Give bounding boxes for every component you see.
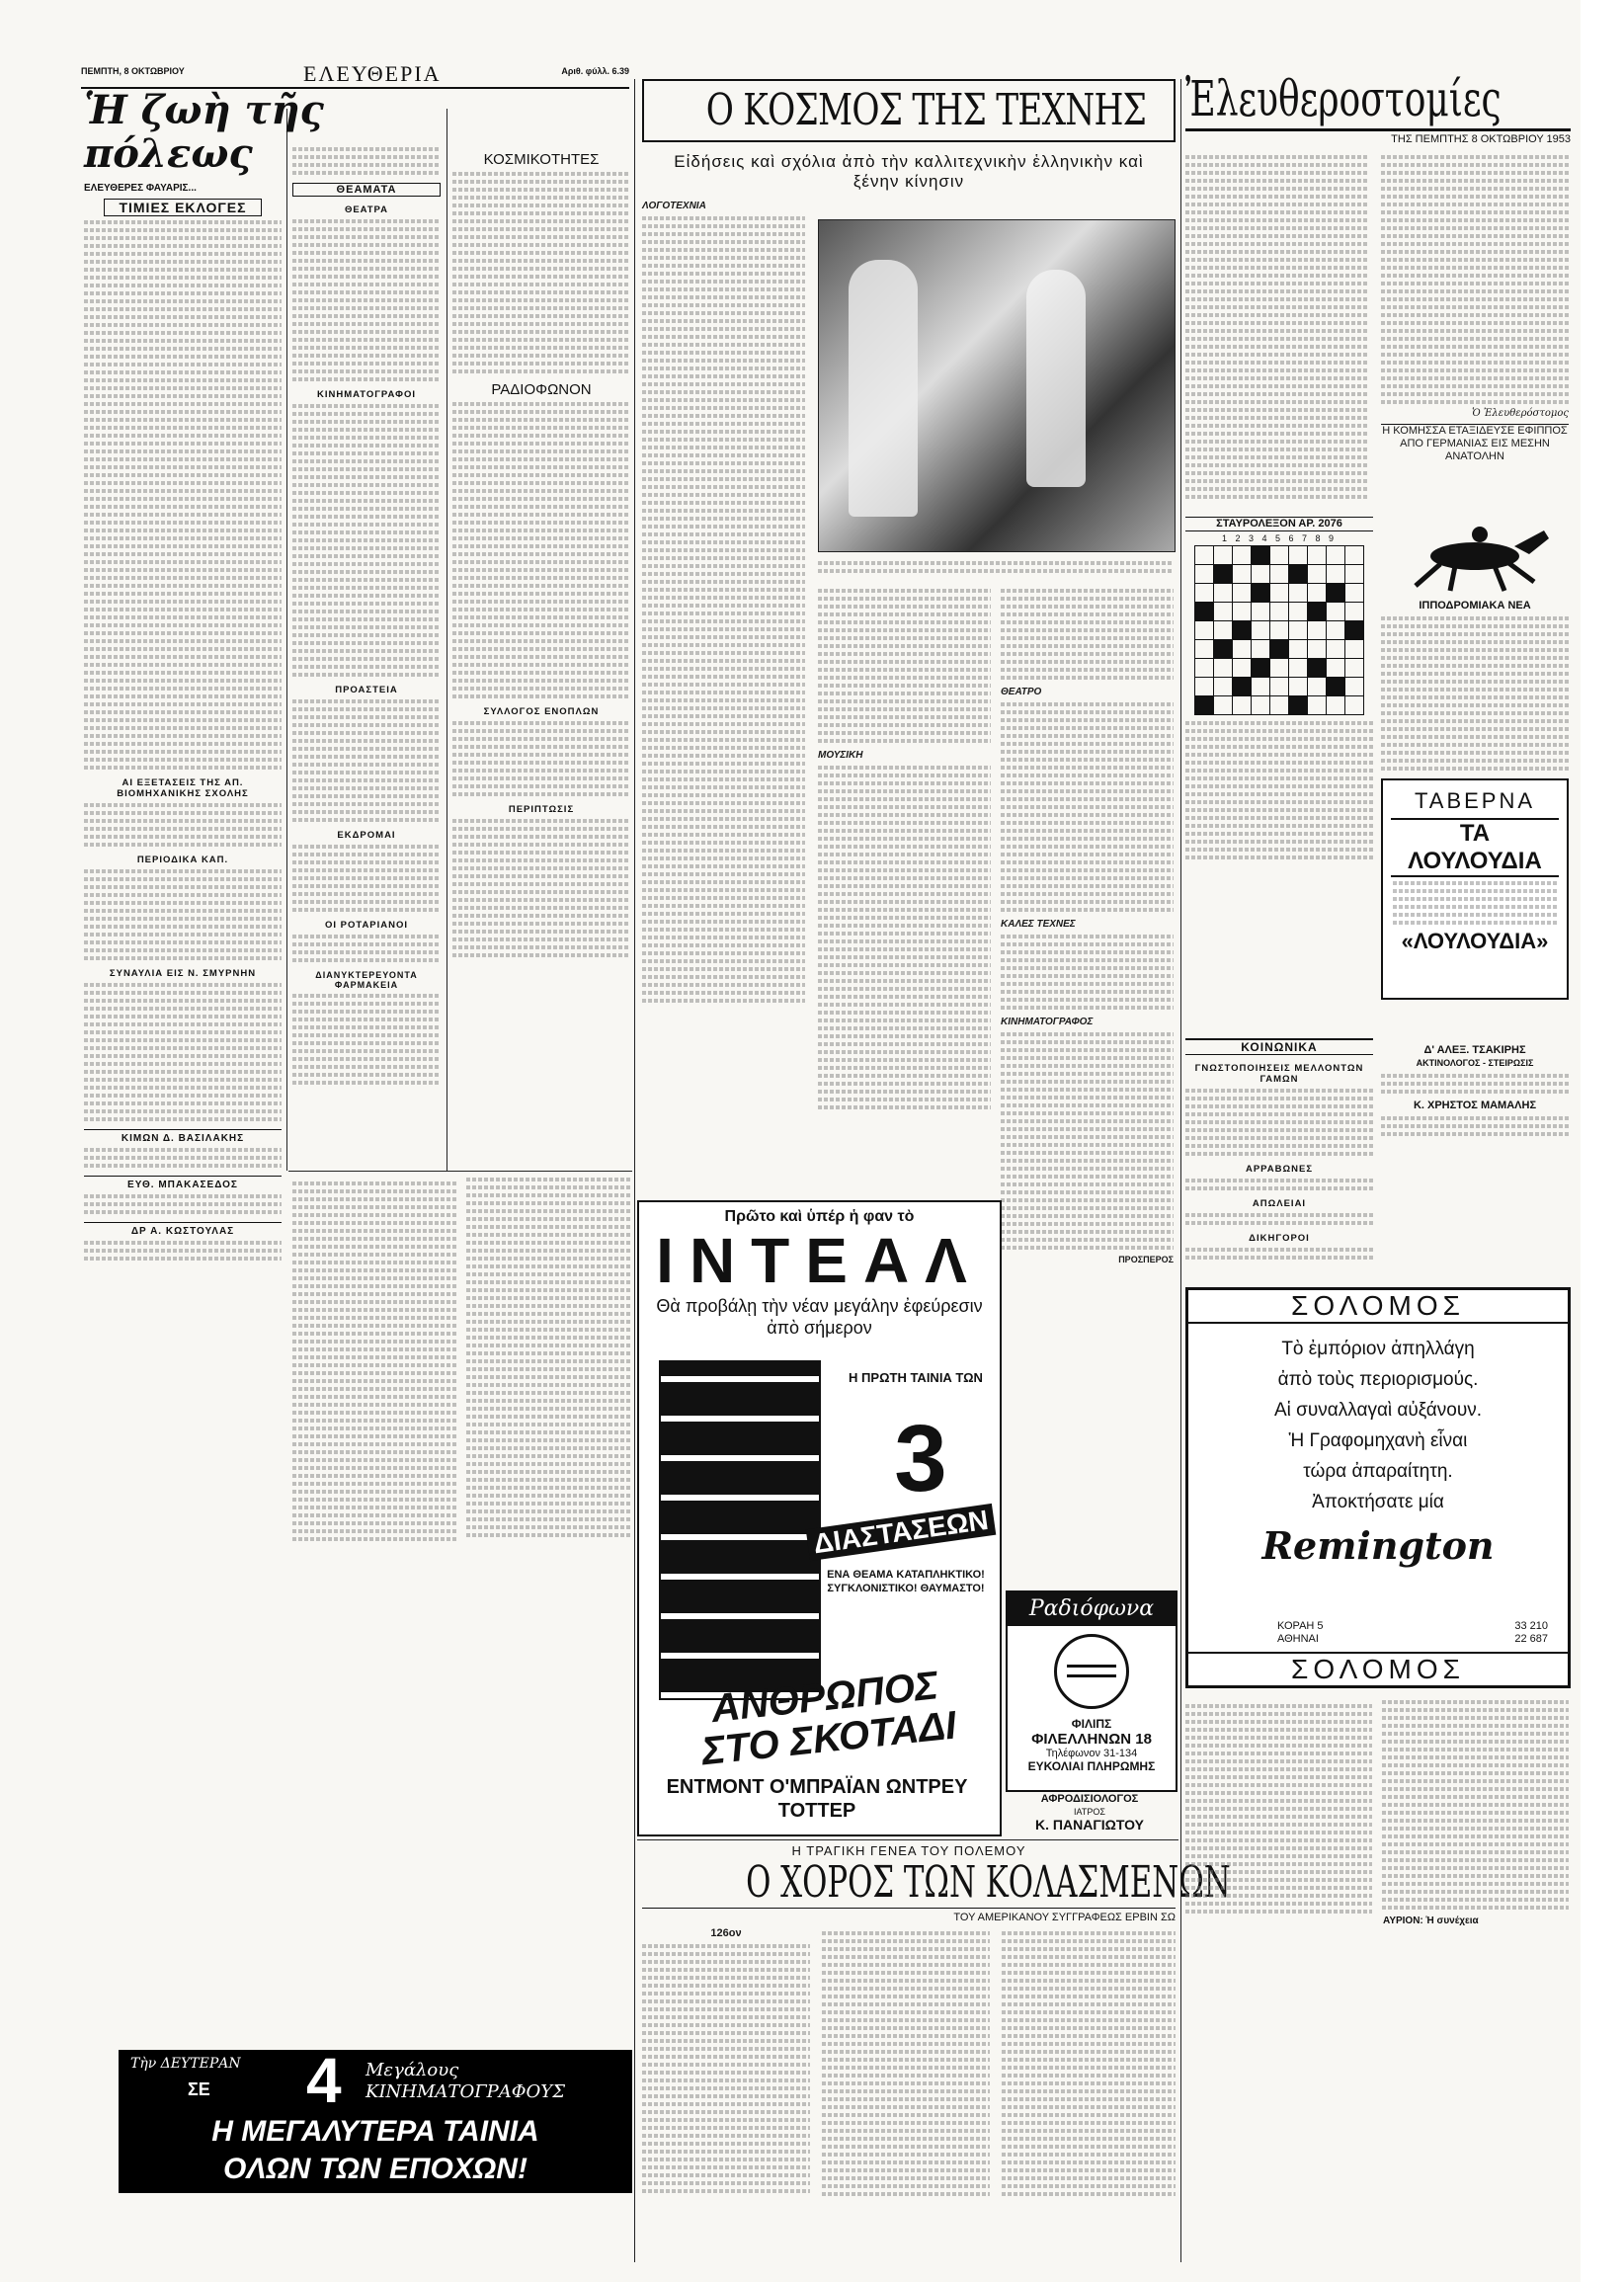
section-music: ΜΟΥΣΙΚΗ bbox=[818, 750, 863, 761]
section-armed: ΣΥΛΛΟΓΟΣ ΕΝΟΠΛΩΝ bbox=[483, 706, 600, 717]
remington-l4: Ἡ Γραφομηχανὴ εἶναι bbox=[1288, 1430, 1468, 1451]
lower-mid-text bbox=[292, 1178, 630, 1770]
ideal-blurb: ΕΝΑ ΘΕΑΜΑ ΚΑΤΑΠΛΗΚΤΙΚΟ! ΣΥΓΚΛΟΝΙΣΤΙΚΟ! ΘΑΥΜΑΣΤΟ! bbox=[827, 1569, 985, 1594]
city-sub2: ΤΙΜΙΕΣ ΕΚΛΟΓΕΣ bbox=[104, 199, 262, 216]
right-column bbox=[1185, 69, 1571, 2272]
section-literature: ΛΟΓΟΤΕΧΝΙΑ bbox=[642, 201, 706, 211]
ad-number: 4 bbox=[306, 2045, 342, 2116]
art-signature: ΠΡΟΣΠΕΡΟΣ bbox=[1118, 1255, 1174, 1264]
bottom-cinema-ad bbox=[119, 2045, 632, 2193]
section-suburbs: ΠΡΟΑΣΤΕΙΑ bbox=[335, 685, 398, 695]
serial-continued: ΑΥΡΙΟΝ: Ἡ συνέχεια bbox=[1383, 1915, 1479, 1926]
section-periodika: ΠΕΡΙΟΔΙΚΑ ΚΑΠ. bbox=[136, 855, 229, 865]
ideal-cinema-ad bbox=[637, 1200, 1002, 1836]
right-sign: Ὁ Ἐλευθερόστομος bbox=[1472, 408, 1569, 419]
ad-makedos: ΕΥΘ. ΜΠΑΚΑΣΕΔΟΣ bbox=[84, 1176, 282, 1190]
section-theamata: ΘΕΑΜΑΤΑ bbox=[292, 183, 441, 197]
remington-l1: Τὸ ἐμπόριον ἀπηλλάγη bbox=[1281, 1339, 1475, 1359]
art-title-box bbox=[642, 79, 1176, 142]
masthead bbox=[81, 61, 629, 89]
section-theatra: ΘΕΑΤΡΑ bbox=[344, 204, 389, 215]
section-excursions: ΕΚΔΡΟΜΑΙ bbox=[337, 830, 396, 841]
taverna-foot: «ΛΟΥΛΟΥΔΙΑ» bbox=[1401, 929, 1549, 953]
section-cinemas: ΚΙΝΗΜΑΤΟΓΡΑΦΟΙ bbox=[316, 389, 416, 400]
ad-line3: Μεγάλους ΚΙΝΗΜΑΤΟΓΡΑΦΟΥΣ bbox=[365, 2060, 565, 2102]
ideal-brand: ΙΝΤΕΑΛ bbox=[656, 1225, 983, 1296]
section-theatre: ΘΕΑΤΡΟ bbox=[1001, 687, 1042, 697]
remington-l6: Ἀποκτήσατε μία bbox=[1312, 1492, 1444, 1512]
section-exams: ΑΙ ΕΞΕΤΑΣΕΙΣ ΤΗΣ ΑΠ. ΒΙΟΜΗΧΑΝΙΚΗΣ ΣΧΟΛΗΣ bbox=[117, 777, 249, 799]
doctor2-name2: Κ. ΧΡΗΣΤΟΣ ΜΑΜΑΛΗΣ bbox=[1413, 1100, 1537, 1111]
radio-maker: ΦΙΛΙΠΣ bbox=[1071, 1717, 1112, 1731]
ideal-film: ΑΝΘΡΩΠΟΣ ΣΤΟ ΣΚΟΤΑΔΙ bbox=[699, 1664, 959, 1774]
philips-radio-ad bbox=[1006, 1590, 1177, 1792]
taverna-name: ΤΑ ΛΟΥΛΟΥΔΙΑ bbox=[1391, 818, 1559, 877]
doctor-sub: ΙΑΤΡΟΣ bbox=[1074, 1807, 1105, 1817]
doctor2-specialty: ΑΚΤΙΝΟΛΟΓΟΣ - ΣΤΕΙΡΩΣΙΣ bbox=[1416, 1058, 1534, 1068]
philips-logo-icon bbox=[1054, 1634, 1129, 1709]
section-radio: ΡΑΔΙΟΦΩΝΟΝ bbox=[491, 381, 592, 398]
remington-addr2: ΑΘΗΝΑΙ bbox=[1277, 1633, 1319, 1645]
ideal-stars: ΕΝΤΜΟΝΤ Ο'ΜΠΡΑΪΑΝ ΩΝΤΡΕΥ ΤΟΤΤΕΡ bbox=[666, 1776, 968, 1822]
diktygoroi: ΔΙΚΗΓΟΡΟΙ bbox=[1249, 1233, 1310, 1244]
theatre-photo bbox=[818, 219, 1176, 552]
doctor-ad bbox=[1006, 1793, 1174, 1832]
remington-bottom: ΣΟΛΟΜΟΣ bbox=[1188, 1652, 1568, 1685]
social-column bbox=[452, 143, 630, 1171]
crossword-numbers: 1 2 3 4 5 6 7 8 9 bbox=[1221, 533, 1338, 543]
remington-addr1: ΚΟΡΑΗ 5 bbox=[1277, 1620, 1324, 1632]
remington-top: ΣΟΛΟΜΟΣ bbox=[1188, 1290, 1568, 1324]
crossword-grid bbox=[1194, 545, 1364, 715]
ideal-tag: Θὰ προβάλῃ τὴν νέαν μεγάλην ἐφεύρεσιν ἀπὸ σήμερον bbox=[656, 1296, 983, 1338]
film-strip bbox=[659, 1360, 821, 1700]
ad-line4: Η ΜΕΓΑΛΥΤΕΡΑ ΤΑΙΝΙΑ bbox=[211, 2115, 539, 2148]
right-title: Ἐλευθεροστομίες bbox=[1185, 70, 1502, 127]
theatre-column bbox=[292, 143, 441, 1171]
horse-racing bbox=[1381, 517, 1569, 1000]
city-sub1: ΕΛΕΥΘΕΡΕΣ ΦΑΥΑΡΙΣ... bbox=[84, 183, 197, 194]
ideal-top: Πρῶτο καὶ ὑπέρ ἡ φαν τὸ bbox=[724, 1208, 915, 1225]
ad-line2: ΣΕ bbox=[188, 2079, 210, 2099]
section-case: ΠΕΡΙΠΤΩΣΙΣ bbox=[508, 804, 575, 815]
ideal-dims: ΔΙΑΣΤΑΣΕΩΝ bbox=[806, 1504, 997, 1561]
ad-line1: Τὴν ΔΕΥΤΕΡΑΝ bbox=[130, 2056, 241, 2072]
taverna-ad bbox=[1381, 778, 1569, 1000]
serial-byline: ΤΟΥ ΑΜΕΡΙΚΑΝΟΥ ΣΥΓΓΡΑΦΕΩΣ ΕΡΒΙΝ ΣΩ bbox=[953, 1912, 1176, 1923]
section-fine-arts: ΚΑΛΕΣ ΤΕΧΝΕΣ bbox=[1001, 919, 1076, 930]
horse-title: ΙΠΠΟΔΡΟΜΙΑΚΑ ΝΕΑ bbox=[1419, 600, 1531, 611]
engagements: ΓΝΩΣΤΟΠΟΙΗΣΕΙΣ ΜΕΛΛΟΝΤΩΝ ΓΑΜΩΝ bbox=[1194, 1063, 1364, 1085]
serial-kicker: Η ΤΡΑΓΙΚΗ ΓΕΝΕΑ ΤΟΥ ΠΟΛΕΜΟΥ bbox=[791, 1843, 1026, 1858]
serial-episode: 126ον bbox=[710, 1927, 742, 1939]
masthead-date: ΠΕΜΠΤΗ, 8 ΟΚΤΩΒΡΙΟΥ bbox=[81, 66, 185, 76]
column-rule bbox=[286, 109, 287, 1171]
section-cinema: ΚΙΝΗΜΑΤΟΓΡΑΦΟΣ bbox=[1001, 1017, 1094, 1027]
section-concert: ΣΥΝΑΥΛΙΑ ΕΙΣ Ν. ΣΜΥΡΝΗΝ bbox=[109, 968, 257, 979]
remington-ad bbox=[1185, 1287, 1571, 1688]
radio-terms: ΕΥΚΟΛΙΑΙ ΠΛΗΡΩΜΗΣ bbox=[1027, 1759, 1156, 1773]
serial-story bbox=[642, 1843, 1231, 2268]
arravones: ΑΡΡΑΒΩΝΕΣ bbox=[1245, 1164, 1314, 1175]
section-pharmacies: ΔΙΑΝΥΚΤΕΡΕΥΟΝΤΑ ΦΑΡΜΑΚΕΙΑ bbox=[315, 970, 418, 990]
remington-l3: Αἱ συναλλαγαὶ αὐξάνουν. bbox=[1273, 1400, 1483, 1421]
koinonika: ΚΟΙΝΩΝΙΚΑ bbox=[1185, 1038, 1373, 1055]
art-subtitle: Εἰδήσεις καὶ σχόλια ἀπὸ τὴν καλλιτεχνικὴν ἑλληνικὴν καὶ ξένην κίνησιν bbox=[674, 152, 1144, 191]
masthead-paper: ΕΛΕΥΘΕΡΙΑ bbox=[303, 61, 442, 86]
remington-l2: ἀπὸ τοὺς περιορισμούς. bbox=[1277, 1369, 1479, 1390]
radio-phone: Τηλέφωνον 31-134 bbox=[1045, 1748, 1138, 1759]
doctor2-ad bbox=[1381, 1030, 1569, 1140]
ideal-first: Η ΠΡΩΤΗ ΤΑΙΝΙΑ ΤΩΝ bbox=[849, 1370, 983, 1385]
section-kosmikotites: ΚΟΣΜΙΚΟΤΗΤΕΣ bbox=[483, 151, 600, 168]
horse-icon bbox=[1381, 517, 1569, 596]
radio-brand: Ραδιόφωνα bbox=[1008, 1592, 1176, 1626]
remington-brand: Remington bbox=[1261, 1523, 1495, 1568]
doctor-name: Κ. ΠΑΝΑΓΙΩΤΟΥ bbox=[1035, 1817, 1144, 1833]
serial-title: Ο ΧΟΡΟΣ ΤΩΝ ΚΟΛΑΣΜΕΝΩΝ bbox=[746, 1857, 1231, 1908]
right-news-headline: Η ΚΟΜΗΣΣΑ ΕΤΑΞΙΔΕΥΣΕ ΕΦΙΠΠΟΣ ΑΠΟ ΓΕΡΜΑΝΙΑΣ ΕΙΣ ΜΕΣΗΝ ΑΝΑΤΟΛΗΝ bbox=[1382, 425, 1568, 462]
masthead-corner: Αριθ. φύλλ. 6.39 bbox=[561, 66, 629, 76]
ideal-three: 3 bbox=[894, 1406, 947, 1511]
remington-l5: τώρα ἀπαραίτητη. bbox=[1303, 1461, 1453, 1482]
ad-kimon: ΚΙΜΩΝ Δ. ΒΑΣΙΛΑΚΗΣ bbox=[84, 1129, 282, 1144]
city-life-title: Ἡ ζωὴ τῆς πόλεως bbox=[84, 87, 324, 177]
doctor-title: ΑΦΡΟΔΙΣΙΟΛΟΓΟΣ bbox=[1040, 1793, 1139, 1805]
crossword bbox=[1185, 517, 1373, 863]
taverna-top: ΤΑΒΕΡΝΑ bbox=[1414, 788, 1536, 813]
apoleseis: ΑΠΩΛΕΙΑΙ bbox=[1252, 1198, 1307, 1209]
crossword-title: ΣΤΑΥΡΟΛΕΞΟΝ ΑΡ. 2076 bbox=[1185, 517, 1373, 531]
remington-tel2: 22 687 bbox=[1514, 1633, 1548, 1645]
ad-kostoulas: ΔΡ Α. ΚΩΣΤΟΥΛΑΣ bbox=[84, 1222, 282, 1237]
art-title: Ο ΚΟΣΜΟΣ ΤΗΣ ΤΕΧΝΗΣ bbox=[705, 85, 1147, 135]
ad-line5: ΟΛΩΝ ΤΩΝ ΕΠΟΧΩΝ! bbox=[223, 2153, 528, 2185]
right-date: ΤΗΣ ΠΕΜΠΤΗΣ 8 ΟΚΤΩΒΡΙΟΥ 1953 bbox=[1185, 128, 1571, 145]
left-column bbox=[84, 87, 324, 1749]
remington-tel1: 33 210 bbox=[1514, 1620, 1548, 1632]
column-rule bbox=[634, 79, 635, 2262]
doctor2-name: Δ' ΑΛΕΞ. ΤΣΑΚΙΡΗΣ bbox=[1423, 1044, 1526, 1056]
radio-street: ΦΙΛΕΛΛΗΝΩΝ 18 bbox=[1031, 1731, 1152, 1748]
text-block bbox=[84, 220, 282, 770]
column-rule bbox=[1180, 79, 1181, 2262]
section-rotary: ΟΙ ΡΟΤΑΡΙΑΝΟΙ bbox=[324, 920, 409, 931]
